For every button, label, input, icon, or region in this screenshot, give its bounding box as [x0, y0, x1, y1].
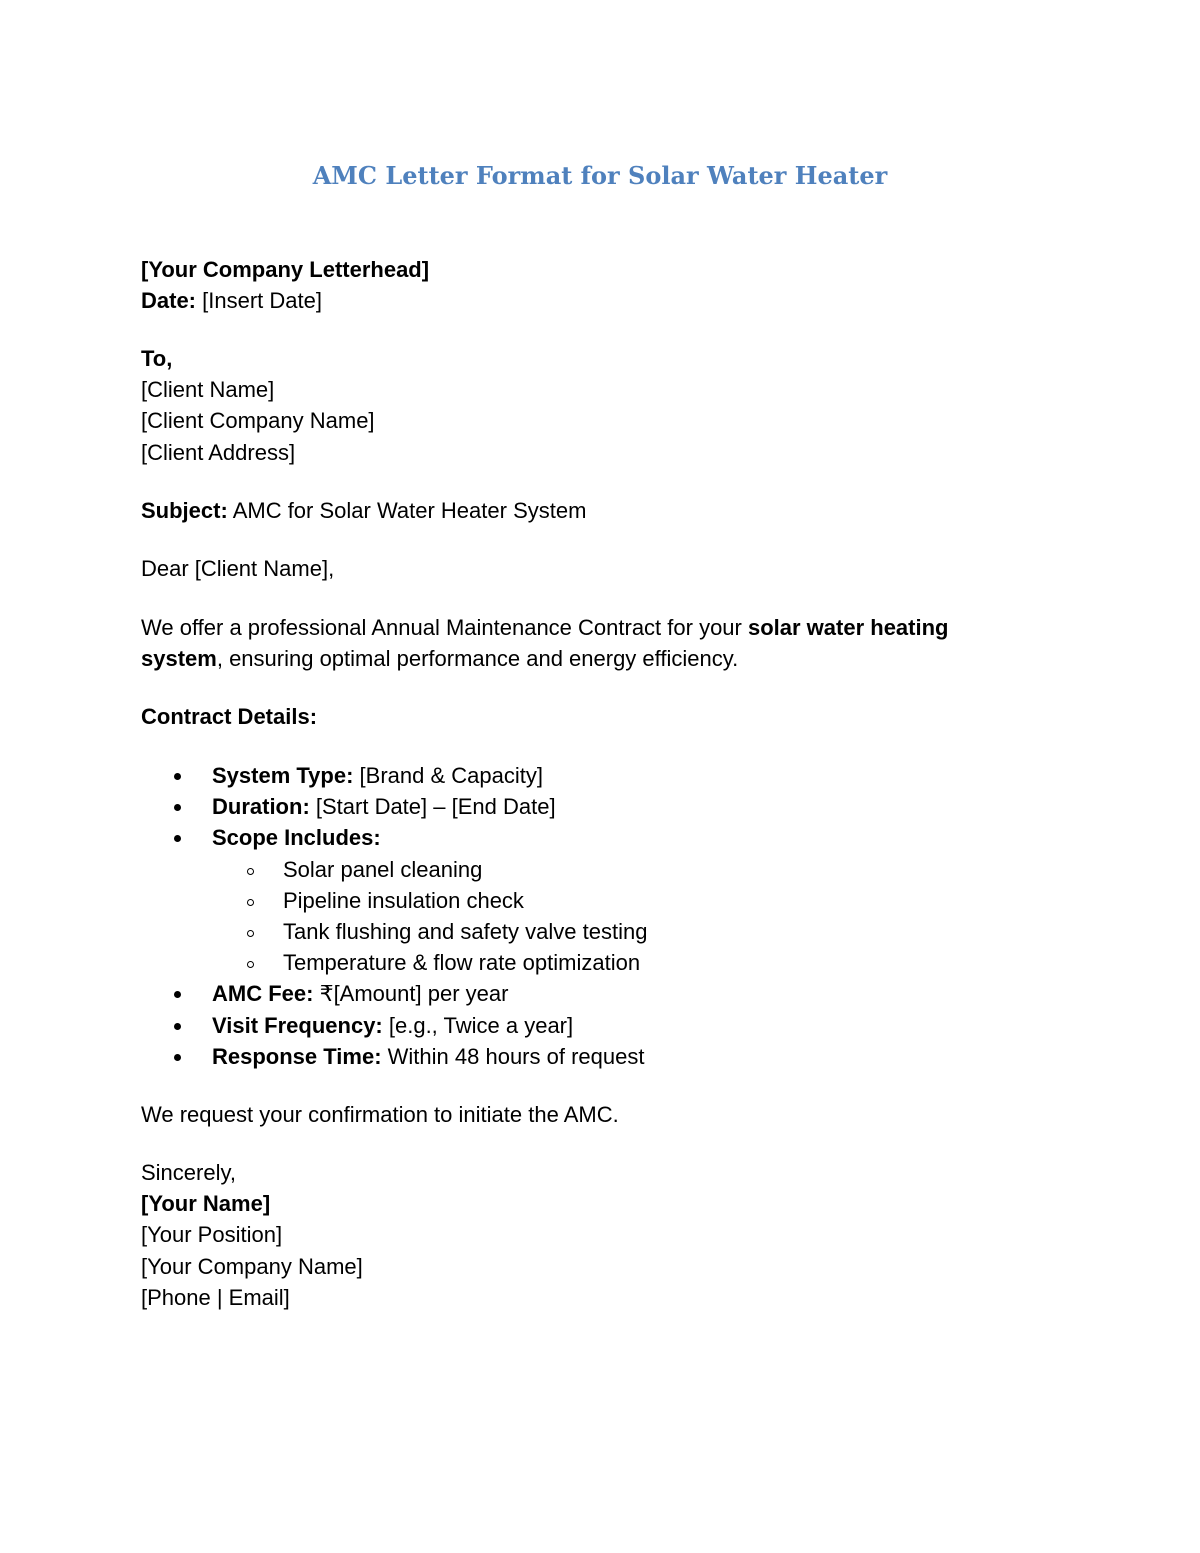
document-title: AMC Letter Format for Solar Water Heater — [312, 161, 888, 190]
signer-company: [Your Company Name] — [141, 1253, 363, 1279]
signer-contact: [Phone | Email] — [141, 1284, 290, 1310]
date-line — [141, 285, 429, 316]
visit-label: Visit Frequency: — [212, 1012, 383, 1038]
subject-label: Subject: — [141, 498, 228, 523]
bullet-icon — [174, 804, 181, 811]
subject-value: AMC for Solar Water Heater System — [227, 498, 587, 523]
subject-line — [141, 495, 586, 526]
system-type-label: System Type: — [212, 763, 354, 788]
list-item — [141, 1010, 647, 1041]
intro-paragraph — [141, 612, 1021, 674]
scope-item-text: Solar panel cleaning — [283, 856, 483, 882]
circle-bullet-icon — [247, 899, 254, 906]
signer-name: [Your Name] — [141, 1191, 271, 1217]
bullet-icon — [174, 1054, 181, 1061]
scope-item — [141, 916, 647, 947]
signer-position: [Your Position] — [141, 1222, 283, 1248]
intro-text-2: , ensuring optimal performance and energy efficiency. — [216, 646, 739, 672]
scope-item — [141, 885, 647, 916]
signature-block — [141, 1157, 363, 1313]
duration-value: [Start Date] – [End Date] — [309, 794, 556, 820]
date-label: Date: — [141, 288, 197, 314]
scope-label: Scope Includes: — [212, 825, 381, 851]
list-item — [141, 760, 647, 791]
list-item — [141, 822, 647, 853]
client-name: [Client Name] — [141, 377, 275, 403]
contract-details-list — [141, 760, 647, 1072]
list-item — [141, 1041, 647, 1072]
intro-text-1: We offer a professional Annual Maintenance Contract for your — [141, 615, 748, 640]
letterhead-block — [141, 254, 429, 316]
bullet-icon — [174, 991, 181, 998]
closing-request: We request your confirmation to initiate the AMC. — [141, 1102, 619, 1127]
scope-item-text: Tank flushing and safety valve testing — [283, 919, 648, 945]
circle-bullet-icon — [247, 961, 254, 968]
scope-item-text: Pipeline insulation check — [283, 887, 524, 913]
duration-label: Duration: — [212, 794, 310, 820]
recipient-block — [141, 343, 375, 468]
bullet-icon — [174, 1023, 181, 1030]
list-item — [141, 978, 647, 1009]
system-type-value: [Brand & Capacity] — [353, 763, 543, 788]
bullet-icon — [174, 773, 181, 780]
fee-label: AMC Fee: — [212, 981, 314, 1007]
list-item — [141, 791, 647, 822]
to-label: To, — [141, 346, 173, 371]
company-letterhead: [Your Company Letterhead] — [141, 257, 430, 282]
response-label: Response Time: — [212, 1043, 382, 1069]
date-value: [Insert Date] — [196, 288, 322, 314]
salutation: Dear [Client Name], — [141, 556, 335, 581]
client-address: [Client Address] — [141, 439, 296, 465]
scope-item — [141, 854, 647, 885]
scope-item — [141, 947, 647, 978]
intro-bold: solar water heating system — [141, 615, 949, 672]
client-company: [Client Company Name] — [141, 408, 375, 434]
contract-heading: Contract Details: — [141, 704, 318, 729]
circle-bullet-icon — [247, 930, 254, 937]
visit-value: [e.g., Twice a year] — [382, 1012, 574, 1038]
sign-off: Sincerely, — [141, 1160, 236, 1185]
response-value: Within 48 hours of request — [381, 1043, 645, 1069]
fee-value: ₹[Amount] per year — [313, 981, 509, 1007]
circle-bullet-icon — [247, 868, 254, 875]
bullet-icon — [174, 835, 181, 842]
scope-item-text: Temperature & flow rate optimization — [283, 950, 641, 976]
